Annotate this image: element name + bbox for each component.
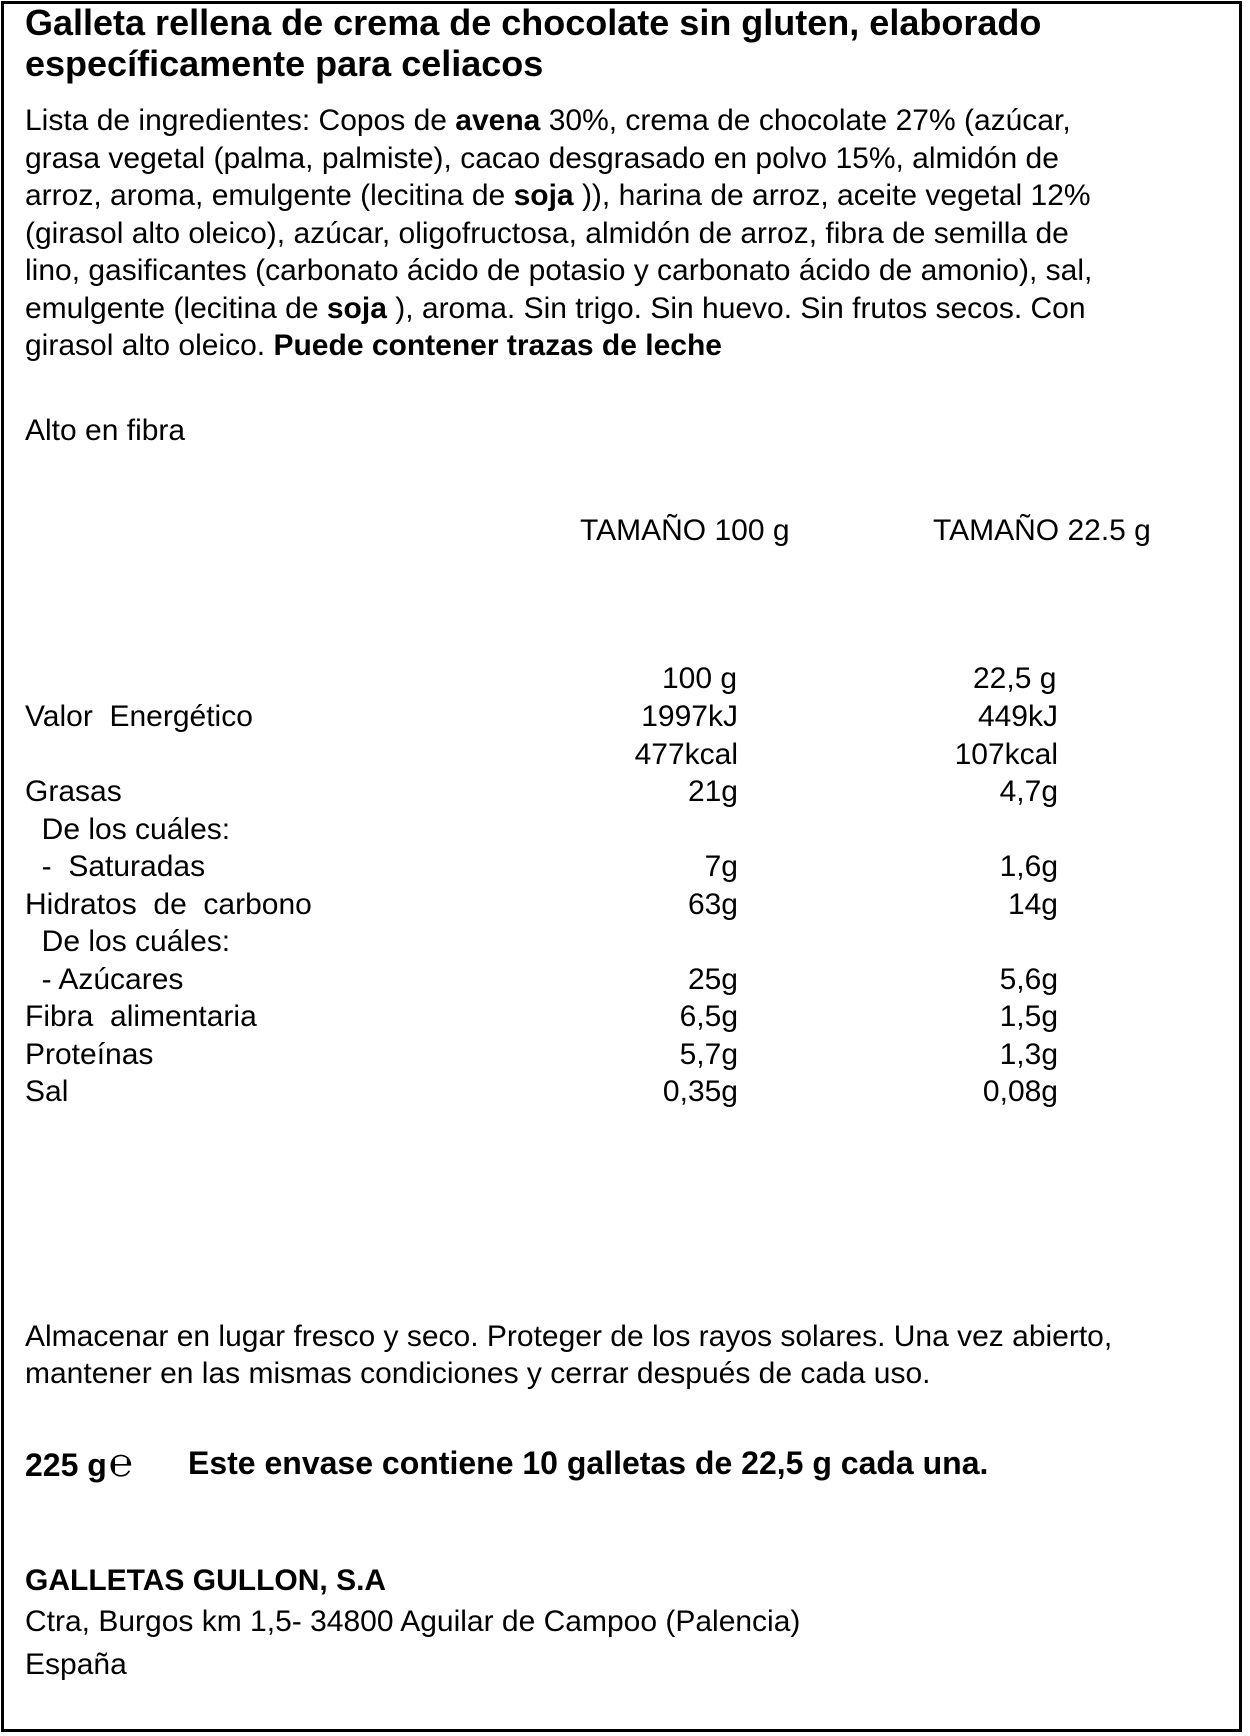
allergen-text: Puede contener trazas de leche [273,329,722,362]
ingredients-text: lino, gasificantes (carbonato ácido de potasio y carbonato ácido de amonio), sal, [25,254,1093,287]
nutrient-value-portion: 449kJ [977,700,1058,733]
nutrient-value-portion: 4,7g [999,775,1058,808]
ingredients-text: arroz, aroma, emulgente (lecitina de [25,179,514,212]
nutrient-value-100g: 0,35g [662,1075,738,1108]
ingredients-line [25,140,1092,178]
claim-high-fiber: Alto en fibra [25,414,186,447]
ingredients-text: grasa vegetal (palma, palmiste), cacao desgrasado en polvo 15%, almidón de [25,141,1059,175]
manufacturer-address: Ctra, Burgos km 1,5- 34800 Aguilar de Campoo (Palencia) [25,1605,801,1638]
nutrient-value-portion: 14g [1007,887,1058,921]
nutrient-value-portion: 0,08g [982,1075,1058,1108]
allergen-text: soja [513,179,574,212]
package-contents: Este envase contiene 10 galletas de 22,5 g cada una. [188,1445,989,1481]
ingredients-line [25,177,1092,215]
ingredients-list [25,102,1092,365]
nutrient-label: Sal [25,1075,69,1108]
storage-line-2: mantener en las mismas condiciones y cerrar después de cada uso. [25,1357,931,1390]
nutrient-label: - Azúcares [25,962,184,996]
nutrient-label: Proteínas [25,1037,154,1071]
nutrient-value-100g: 6,5g [679,1000,738,1033]
nutrient-label: De los cuáles: [25,925,231,958]
allergen-text: soja [326,291,387,325]
nutrient-value-100g: 5,7g [679,1037,738,1071]
ingredients-text: )), harina de arroz, aceite vegetal 12% [573,179,1091,212]
nutrient-label: Valor Energético [25,700,253,733]
ingredients-text: girasol alto oleico. [25,329,274,362]
nutrient-value-portion: 1,6g [999,850,1058,883]
nutrient-value-100g: 1997kJ [641,700,738,733]
ingredients-text: 30%, crema de chocolate 27% (azúcar, [540,104,1071,137]
column-header-portion: TAMAÑO 22.5 g [933,514,1151,547]
nutrient-value-portion: 1,5g [999,1000,1058,1033]
manufacturer-name: GALLETAS GULLON, S.A [25,1564,387,1597]
ingredients-text: (girasol alto oleico), azúcar, oligofructosa, almidón de arroz, fibra de semilla de [25,216,1069,250]
estimated-sign-icon: ℮ [108,1441,133,1485]
nutrient-value-100g: 7g [704,850,738,883]
storage-line-1: Almacenar en lugar fresco y seco. Proteger de los rayos solares. Una vez abierto, [25,1320,1113,1353]
manufacturer-country: España [25,1648,127,1681]
nutrient-label: De los cuáles: [25,812,231,846]
nutrient-value-portion: 1,3g [999,1037,1058,1071]
nutrient-value-100g: 477kcal [634,737,738,771]
nutrient-label: - Saturadas [25,850,206,883]
net-weight-value: 225 g [25,1447,107,1483]
nutrient-label: Grasas [25,775,122,808]
product-title: Galleta rellena de crema de chocolate sin gluten, elaborado específicamente para celiacos [25,2,1042,84]
nutrient-label: Fibra alimentaria [25,1000,257,1033]
nutrient-value-portion: 107kcal [954,737,1058,771]
nutrient-value-portion: 5,6g [999,962,1058,996]
nutrient-label: Hidratos de carbono [25,887,312,921]
ingredients-line [25,102,1092,140]
quantity-portion: 22,5 g [973,662,1057,695]
nutrient-value-100g: 25g [687,962,738,996]
ingredients-line [25,252,1092,290]
quantity-100g: 100 g [662,662,738,695]
nutrient-value-100g: 63g [687,887,738,921]
ingredients-text: emulgente (lecitina de [25,291,327,325]
ingredients-line [25,290,1092,328]
ingredients-line [25,215,1092,253]
nutrient-value-100g: 21g [687,775,738,808]
column-header-100g: TAMAÑO 100 g [580,514,790,547]
ingredients-line [25,327,1092,365]
net-weight [25,1443,133,1485]
allergen-text: avena [455,104,541,137]
ingredients-text: Lista de ingredientes: Copos de [25,104,456,137]
ingredients-text: ), aroma. Sin trigo. Sin huevo. Sin frutos secos. Con [386,291,1086,325]
